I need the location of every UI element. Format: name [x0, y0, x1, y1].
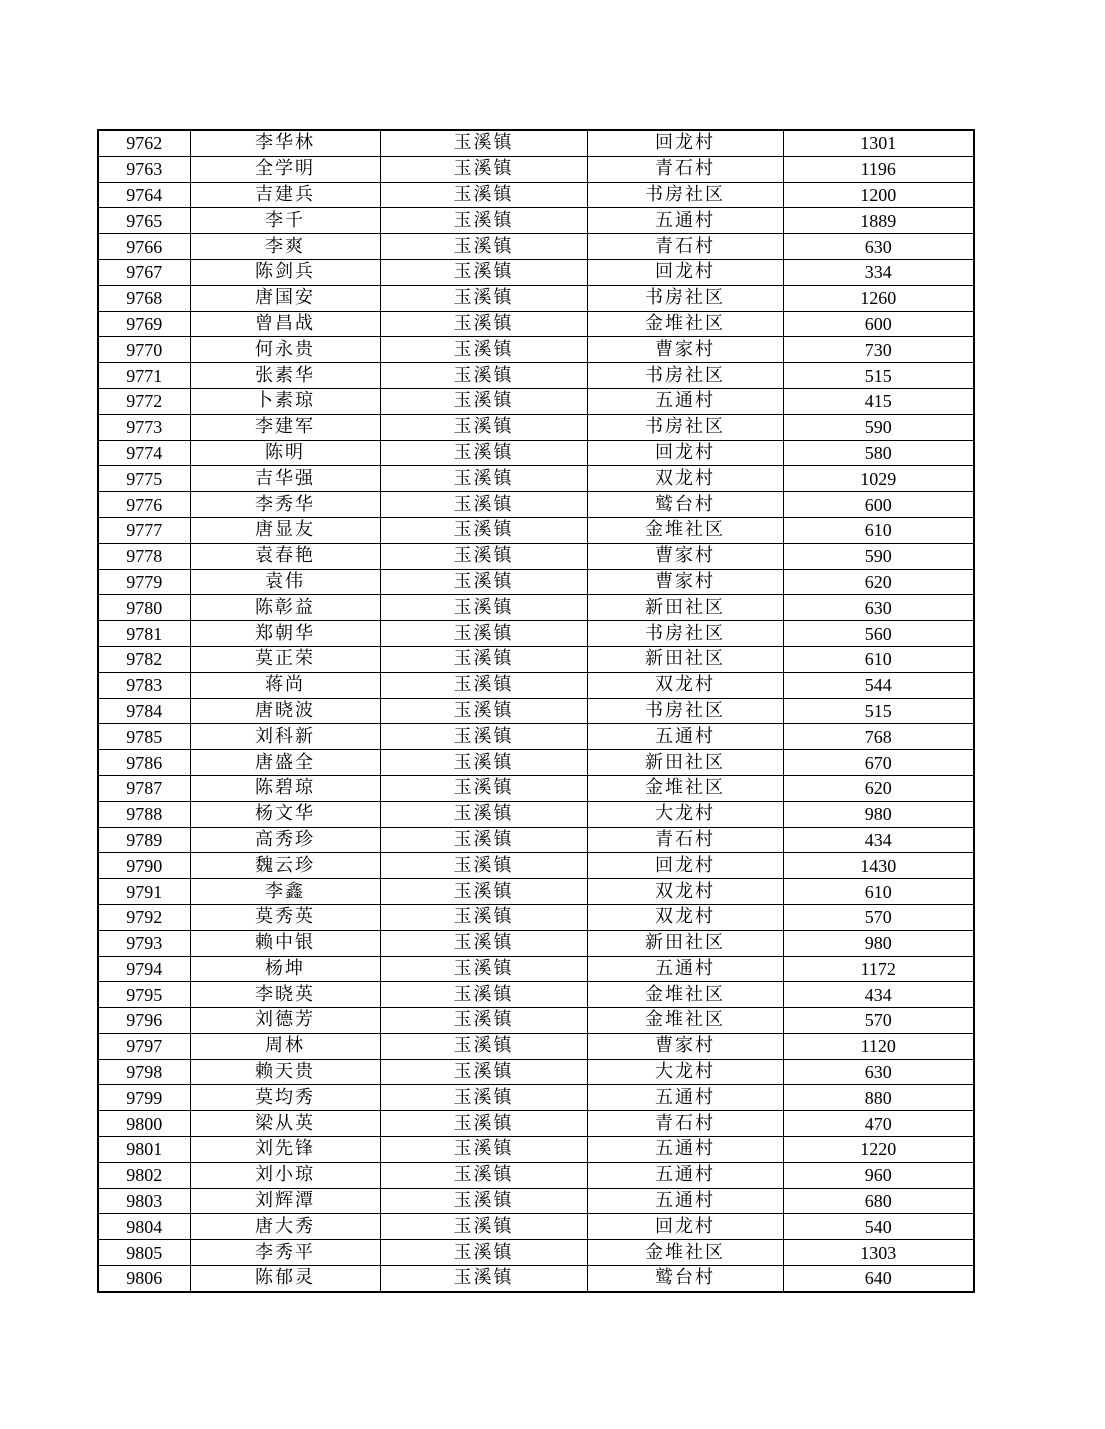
amount-cell: 1303 — [783, 1240, 974, 1266]
name-cell: 唐大秀 — [190, 1214, 380, 1240]
table-row — [98, 801, 974, 827]
town-cell: 玉溪镇 — [380, 1240, 587, 1266]
town-cell: 玉溪镇 — [380, 879, 587, 905]
town-cell: 玉溪镇 — [380, 595, 587, 621]
table-row — [98, 595, 974, 621]
village-cell: 双龙村 — [587, 672, 783, 698]
town-cell: 玉溪镇 — [380, 1137, 587, 1163]
name-cell: 李晓英 — [190, 982, 380, 1008]
amount-cell: 768 — [783, 724, 974, 750]
table-row — [98, 208, 974, 234]
name-cell: 李华林 — [190, 130, 380, 156]
town-cell: 玉溪镇 — [380, 724, 587, 750]
village-cell: 青石村 — [587, 156, 783, 182]
amount-cell: 1029 — [783, 466, 974, 492]
amount-cell: 415 — [783, 388, 974, 414]
name-cell: 刘辉潭 — [190, 1188, 380, 1214]
amount-cell: 1172 — [783, 956, 974, 982]
village-cell: 青石村 — [587, 1111, 783, 1137]
amount-cell: 1301 — [783, 130, 974, 156]
town-cell: 玉溪镇 — [380, 982, 587, 1008]
village-cell: 新田社区 — [587, 646, 783, 672]
table-row — [98, 1188, 974, 1214]
table-row — [98, 337, 974, 363]
row-number-cell: 9780 — [98, 595, 190, 621]
amount-cell: 960 — [783, 1162, 974, 1188]
table-row — [98, 1137, 974, 1163]
village-cell: 双龙村 — [587, 879, 783, 905]
name-cell: 唐显友 — [190, 517, 380, 543]
town-cell: 玉溪镇 — [380, 930, 587, 956]
town-cell: 玉溪镇 — [380, 1111, 587, 1137]
table-row — [98, 672, 974, 698]
name-cell: 郑朝华 — [190, 621, 380, 647]
table-row — [98, 904, 974, 930]
village-cell: 五通村 — [587, 388, 783, 414]
village-cell: 鹫台村 — [587, 1266, 783, 1292]
table-row — [98, 853, 974, 879]
village-cell: 金堆社区 — [587, 1008, 783, 1034]
row-number-cell: 9773 — [98, 414, 190, 440]
row-number-cell: 9786 — [98, 750, 190, 776]
row-number-cell: 9788 — [98, 801, 190, 827]
row-number-cell: 9779 — [98, 569, 190, 595]
row-number-cell: 9791 — [98, 879, 190, 905]
row-number-cell: 9784 — [98, 698, 190, 724]
table-row — [98, 363, 974, 389]
row-number-cell: 9772 — [98, 388, 190, 414]
roster-table — [97, 129, 975, 1293]
row-number-cell: 9798 — [98, 1059, 190, 1085]
name-cell: 袁伟 — [190, 569, 380, 595]
town-cell: 玉溪镇 — [380, 775, 587, 801]
table-row — [98, 259, 974, 285]
amount-cell: 980 — [783, 801, 974, 827]
name-cell: 李千 — [190, 208, 380, 234]
village-cell: 五通村 — [587, 724, 783, 750]
name-cell: 魏云珍 — [190, 853, 380, 879]
row-number-cell: 9802 — [98, 1162, 190, 1188]
name-cell: 莫均秀 — [190, 1085, 380, 1111]
name-cell: 何永贵 — [190, 337, 380, 363]
amount-cell: 570 — [783, 904, 974, 930]
village-cell: 大龙村 — [587, 801, 783, 827]
table-row — [98, 646, 974, 672]
row-number-cell: 9771 — [98, 363, 190, 389]
town-cell: 玉溪镇 — [380, 259, 587, 285]
amount-cell: 610 — [783, 879, 974, 905]
row-number-cell: 9790 — [98, 853, 190, 879]
name-cell: 卜素琼 — [190, 388, 380, 414]
row-number-cell: 9774 — [98, 440, 190, 466]
row-number-cell: 9767 — [98, 259, 190, 285]
town-cell: 玉溪镇 — [380, 698, 587, 724]
row-number-cell: 9801 — [98, 1137, 190, 1163]
table-row — [98, 1162, 974, 1188]
village-cell: 五通村 — [587, 956, 783, 982]
row-number-cell: 9762 — [98, 130, 190, 156]
town-cell: 玉溪镇 — [380, 492, 587, 518]
village-cell: 青石村 — [587, 827, 783, 853]
amount-cell: 610 — [783, 646, 974, 672]
name-cell: 刘德芳 — [190, 1008, 380, 1034]
row-number-cell: 9792 — [98, 904, 190, 930]
name-cell: 赖天贵 — [190, 1059, 380, 1085]
town-cell: 玉溪镇 — [380, 956, 587, 982]
table-row — [98, 1008, 974, 1034]
table-row — [98, 311, 974, 337]
table-row — [98, 285, 974, 311]
village-cell: 回龙村 — [587, 440, 783, 466]
table-row — [98, 698, 974, 724]
table-row — [98, 1059, 974, 1085]
row-number-cell: 9806 — [98, 1266, 190, 1292]
amount-cell: 1430 — [783, 853, 974, 879]
town-cell: 玉溪镇 — [380, 440, 587, 466]
row-number-cell: 9768 — [98, 285, 190, 311]
village-cell: 双龙村 — [587, 904, 783, 930]
amount-cell: 630 — [783, 234, 974, 260]
village-cell: 曹家村 — [587, 569, 783, 595]
town-cell: 玉溪镇 — [380, 1162, 587, 1188]
town-cell: 玉溪镇 — [380, 517, 587, 543]
amount-cell: 560 — [783, 621, 974, 647]
table-row — [98, 440, 974, 466]
amount-cell: 570 — [783, 1008, 974, 1034]
row-number-cell: 9775 — [98, 466, 190, 492]
village-cell: 金堆社区 — [587, 517, 783, 543]
row-number-cell: 9785 — [98, 724, 190, 750]
town-cell: 玉溪镇 — [380, 1059, 587, 1085]
name-cell: 吉建兵 — [190, 182, 380, 208]
town-cell: 玉溪镇 — [380, 827, 587, 853]
name-cell: 刘科新 — [190, 724, 380, 750]
row-number-cell: 9799 — [98, 1085, 190, 1111]
name-cell: 陈彰益 — [190, 595, 380, 621]
name-cell: 刘先锋 — [190, 1137, 380, 1163]
amount-cell: 515 — [783, 698, 974, 724]
village-cell: 五通村 — [587, 1085, 783, 1111]
village-cell: 回龙村 — [587, 853, 783, 879]
amount-cell: 980 — [783, 930, 974, 956]
name-cell: 李爽 — [190, 234, 380, 260]
row-number-cell: 9776 — [98, 492, 190, 518]
town-cell: 玉溪镇 — [380, 853, 587, 879]
amount-cell: 1220 — [783, 1137, 974, 1163]
amount-cell: 580 — [783, 440, 974, 466]
name-cell: 李建军 — [190, 414, 380, 440]
amount-cell: 1889 — [783, 208, 974, 234]
amount-cell: 620 — [783, 569, 974, 595]
table-row — [98, 621, 974, 647]
name-cell: 刘小琼 — [190, 1162, 380, 1188]
row-number-cell: 9800 — [98, 1111, 190, 1137]
amount-cell: 434 — [783, 982, 974, 1008]
village-cell: 书房社区 — [587, 182, 783, 208]
table-row — [98, 182, 974, 208]
row-number-cell: 9763 — [98, 156, 190, 182]
table-row — [98, 879, 974, 905]
table-row — [98, 543, 974, 569]
row-number-cell: 9769 — [98, 311, 190, 337]
table-row — [98, 982, 974, 1008]
amount-cell: 515 — [783, 363, 974, 389]
table-row — [98, 130, 974, 156]
village-cell: 金堆社区 — [587, 982, 783, 1008]
table-row — [98, 466, 974, 492]
village-cell: 金堆社区 — [587, 311, 783, 337]
name-cell: 曾昌战 — [190, 311, 380, 337]
row-number-cell: 9778 — [98, 543, 190, 569]
town-cell: 玉溪镇 — [380, 156, 587, 182]
name-cell: 李秀平 — [190, 1240, 380, 1266]
village-cell: 五通村 — [587, 1188, 783, 1214]
town-cell: 玉溪镇 — [380, 466, 587, 492]
name-cell: 袁春艳 — [190, 543, 380, 569]
amount-cell: 680 — [783, 1188, 974, 1214]
name-cell: 陈碧琼 — [190, 775, 380, 801]
row-number-cell: 9794 — [98, 956, 190, 982]
amount-cell: 640 — [783, 1266, 974, 1292]
table-row — [98, 930, 974, 956]
amount-cell: 630 — [783, 1059, 974, 1085]
name-cell: 杨文华 — [190, 801, 380, 827]
amount-cell: 434 — [783, 827, 974, 853]
town-cell: 玉溪镇 — [380, 234, 587, 260]
name-cell: 蒋尚 — [190, 672, 380, 698]
amount-cell: 1260 — [783, 285, 974, 311]
name-cell: 赖中银 — [190, 930, 380, 956]
town-cell: 玉溪镇 — [380, 363, 587, 389]
name-cell: 全学明 — [190, 156, 380, 182]
town-cell: 玉溪镇 — [380, 1214, 587, 1240]
table-row — [98, 517, 974, 543]
name-cell: 陈郁灵 — [190, 1266, 380, 1292]
amount-cell: 334 — [783, 259, 974, 285]
town-cell: 玉溪镇 — [380, 208, 587, 234]
village-cell: 回龙村 — [587, 259, 783, 285]
name-cell: 唐晓波 — [190, 698, 380, 724]
village-cell: 大龙村 — [587, 1059, 783, 1085]
town-cell: 玉溪镇 — [380, 801, 587, 827]
town-cell: 玉溪镇 — [380, 182, 587, 208]
amount-cell: 600 — [783, 492, 974, 518]
town-cell: 玉溪镇 — [380, 543, 587, 569]
town-cell: 玉溪镇 — [380, 621, 587, 647]
table-row — [98, 827, 974, 853]
table-row — [98, 956, 974, 982]
town-cell: 玉溪镇 — [380, 414, 587, 440]
table-row — [98, 724, 974, 750]
village-cell: 新田社区 — [587, 750, 783, 776]
amount-cell: 670 — [783, 750, 974, 776]
village-cell: 新田社区 — [587, 930, 783, 956]
town-cell: 玉溪镇 — [380, 1188, 587, 1214]
name-cell: 唐盛全 — [190, 750, 380, 776]
row-number-cell: 9781 — [98, 621, 190, 647]
table-row — [98, 1240, 974, 1266]
village-cell: 曹家村 — [587, 543, 783, 569]
amount-cell: 630 — [783, 595, 974, 621]
town-cell: 玉溪镇 — [380, 1033, 587, 1059]
village-cell: 书房社区 — [587, 698, 783, 724]
table-body — [98, 130, 974, 1292]
town-cell: 玉溪镇 — [380, 311, 587, 337]
table-row — [98, 1085, 974, 1111]
village-cell: 回龙村 — [587, 130, 783, 156]
name-cell: 莫正荣 — [190, 646, 380, 672]
row-number-cell: 9789 — [98, 827, 190, 853]
village-cell: 书房社区 — [587, 621, 783, 647]
row-number-cell: 9782 — [98, 646, 190, 672]
village-cell: 曹家村 — [587, 337, 783, 363]
town-cell: 玉溪镇 — [380, 130, 587, 156]
table-row — [98, 234, 974, 260]
amount-cell: 730 — [783, 337, 974, 363]
amount-cell: 1120 — [783, 1033, 974, 1059]
village-cell: 鹫台村 — [587, 492, 783, 518]
village-cell: 新田社区 — [587, 595, 783, 621]
town-cell: 玉溪镇 — [380, 569, 587, 595]
table-row — [98, 1214, 974, 1240]
row-number-cell: 9803 — [98, 1188, 190, 1214]
row-number-cell: 9796 — [98, 1008, 190, 1034]
town-cell: 玉溪镇 — [380, 285, 587, 311]
name-cell: 杨坤 — [190, 956, 380, 982]
amount-cell: 1200 — [783, 182, 974, 208]
row-number-cell: 9793 — [98, 930, 190, 956]
town-cell: 玉溪镇 — [380, 904, 587, 930]
row-number-cell: 9804 — [98, 1214, 190, 1240]
row-number-cell: 9805 — [98, 1240, 190, 1266]
table-row — [98, 750, 974, 776]
town-cell: 玉溪镇 — [380, 388, 587, 414]
amount-cell: 544 — [783, 672, 974, 698]
name-cell: 李鑫 — [190, 879, 380, 905]
row-number-cell: 9770 — [98, 337, 190, 363]
town-cell: 玉溪镇 — [380, 1085, 587, 1111]
name-cell: 张素华 — [190, 363, 380, 389]
row-number-cell: 9764 — [98, 182, 190, 208]
town-cell: 玉溪镇 — [380, 1266, 587, 1292]
town-cell: 玉溪镇 — [380, 337, 587, 363]
village-cell: 五通村 — [587, 1137, 783, 1163]
name-cell: 吉华强 — [190, 466, 380, 492]
name-cell: 梁从英 — [190, 1111, 380, 1137]
village-cell: 青石村 — [587, 234, 783, 260]
table-row — [98, 492, 974, 518]
village-cell: 书房社区 — [587, 414, 783, 440]
village-cell: 金堆社区 — [587, 1240, 783, 1266]
village-cell: 双龙村 — [587, 466, 783, 492]
name-cell: 唐国安 — [190, 285, 380, 311]
row-number-cell: 9766 — [98, 234, 190, 260]
village-cell: 五通村 — [587, 208, 783, 234]
village-cell: 书房社区 — [587, 285, 783, 311]
row-number-cell: 9797 — [98, 1033, 190, 1059]
town-cell: 玉溪镇 — [380, 672, 587, 698]
name-cell: 陈剑兵 — [190, 259, 380, 285]
row-number-cell: 9765 — [98, 208, 190, 234]
town-cell: 玉溪镇 — [380, 750, 587, 776]
table-row — [98, 1266, 974, 1292]
amount-cell: 880 — [783, 1085, 974, 1111]
name-cell: 陈明 — [190, 440, 380, 466]
name-cell: 李秀华 — [190, 492, 380, 518]
town-cell: 玉溪镇 — [380, 1008, 587, 1034]
amount-cell: 610 — [783, 517, 974, 543]
table-row — [98, 414, 974, 440]
name-cell: 周林 — [190, 1033, 380, 1059]
village-cell: 曹家村 — [587, 1033, 783, 1059]
amount-cell: 620 — [783, 775, 974, 801]
amount-cell: 590 — [783, 414, 974, 440]
village-cell: 五通村 — [587, 1162, 783, 1188]
row-number-cell: 9783 — [98, 672, 190, 698]
name-cell: 高秀珍 — [190, 827, 380, 853]
row-number-cell: 9787 — [98, 775, 190, 801]
village-cell: 回龙村 — [587, 1214, 783, 1240]
town-cell: 玉溪镇 — [380, 646, 587, 672]
village-cell: 金堆社区 — [587, 775, 783, 801]
table-row — [98, 156, 974, 182]
amount-cell: 1196 — [783, 156, 974, 182]
amount-cell: 590 — [783, 543, 974, 569]
amount-cell: 470 — [783, 1111, 974, 1137]
village-cell: 书房社区 — [587, 363, 783, 389]
row-number-cell: 9795 — [98, 982, 190, 1008]
row-number-cell: 9777 — [98, 517, 190, 543]
table-row — [98, 388, 974, 414]
name-cell: 莫秀英 — [190, 904, 380, 930]
amount-cell: 600 — [783, 311, 974, 337]
table-row — [98, 1033, 974, 1059]
amount-cell: 540 — [783, 1214, 974, 1240]
table-row — [98, 775, 974, 801]
table-row — [98, 569, 974, 595]
table-row — [98, 1111, 974, 1137]
